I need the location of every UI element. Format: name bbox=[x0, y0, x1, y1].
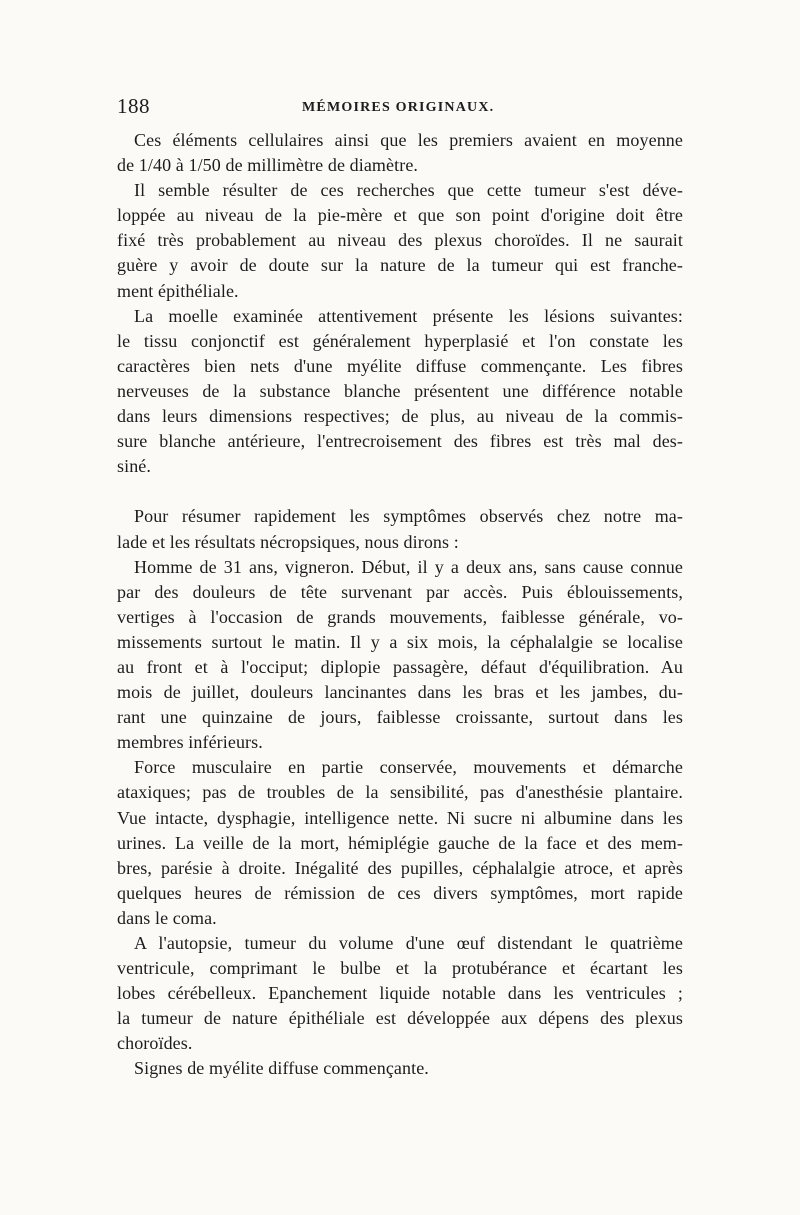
running-head: MÉMOIRES ORIGINAUX. bbox=[302, 100, 495, 115]
text-line: Force musculaire en partie conservée, mouvements et démarche bbox=[134, 757, 683, 778]
text-line: ataxiques; pas de troubles de la sensibilité, pas d'anesthésie plantaire. bbox=[117, 782, 683, 803]
text-line: urines. La veille de la mort, hémiplégie gauche de la face et des mem- bbox=[117, 832, 683, 853]
text-line: dans leurs dimensions respectives; de plus, au niveau de la commis- bbox=[117, 406, 683, 427]
page-number: 188 bbox=[117, 94, 150, 118]
text-line: vertiges à l'occasion de grands mouvements, faiblesse générale, vo- bbox=[117, 606, 683, 627]
text-line: par des douleurs de tête survenant par accès. Puis éblouissements, bbox=[117, 581, 683, 602]
text-line: membres inférieurs. bbox=[117, 732, 263, 753]
text-line: missements surtout le matin. Il y a six mois, la céphalalgie se localise bbox=[117, 631, 683, 652]
text-line: Signes de myélite diffuse commençante. bbox=[134, 1058, 429, 1079]
text-line: Pour résumer rapidement les symptômes observés chez notre ma- bbox=[134, 506, 683, 527]
page-header bbox=[117, 94, 683, 124]
text-line: caractères bien nets d'une myélite diffuse commençante. Les fibres bbox=[117, 355, 683, 376]
body-text bbox=[117, 128, 683, 1082]
text-line: Il semble résulter de ces recherches que cette tumeur s'est déve- bbox=[134, 180, 683, 201]
text-line: lobes cérébelleux. Epanchement liquide notable dans les ventricules ; bbox=[117, 983, 683, 1004]
text-line: lade et les résultats nécropsiques, nous dirons : bbox=[117, 531, 459, 552]
text-line: quelques heures de rémission de ces divers symptômes, mort rapide bbox=[117, 882, 683, 903]
text-line: rant une quinzaine de jours, faiblesse croissante, surtout dans les bbox=[117, 707, 683, 728]
paragraph-gap bbox=[117, 479, 683, 504]
text-line: nerveuses de la substance blanche présentent une différence notable bbox=[117, 380, 683, 401]
text-line: A l'autopsie, tumeur du volume d'une œuf distendant le quatrième bbox=[134, 933, 683, 953]
text-line: bres, parésie à droite. Inégalité des pupilles, céphalalgie atroce, et après bbox=[117, 857, 683, 878]
text-line: Vue intacte, dysphagie, intelligence nette. Ni sucre ni albumine dans les bbox=[117, 807, 683, 828]
text-line: la tumeur de nature épithéliale est développée aux dépens des plexus bbox=[117, 1008, 683, 1029]
text-line: ventricule, comprimant le bulbe et la protubérance et écartant les bbox=[117, 958, 683, 979]
text-line: le tissu conjonctif est généralement hyperplasié et l'on constate les bbox=[117, 330, 683, 351]
text-line: dans le coma. bbox=[117, 907, 217, 928]
text-line: Ces éléments cellulaires ainsi que les premiers avaient en moyenne bbox=[134, 130, 683, 150]
text-line: choroïdes. bbox=[117, 1033, 193, 1054]
text-line: au front et à l'occiput; diplopie passagère, défaut d'équilibration. Au bbox=[117, 656, 683, 677]
text-line: ment épithéliale. bbox=[117, 280, 239, 301]
text-line: guère y avoir de doute sur la nature de la tumeur qui est franche- bbox=[117, 255, 683, 276]
text-line: de 1/40 à 1/50 de millimètre de diamètre. bbox=[117, 155, 419, 176]
text-line: fixé très probablement au niveau des plexus choroïdes. Il ne saurait bbox=[117, 230, 683, 251]
text-line: mois de juillet, douleurs lancinantes dans les bras et les jambes, du- bbox=[117, 682, 683, 703]
text-line: sure blanche antérieure, l'entrecroisement des fibres est très mal des- bbox=[117, 431, 683, 452]
text-line: Homme de 31 ans, vigneron. Début, il y a deux ans, sans cause connue bbox=[134, 556, 683, 577]
text-line: siné. bbox=[117, 456, 151, 477]
text-line: La moelle examinée attentivement présente les lésions suivantes: bbox=[134, 305, 683, 326]
text-line: loppée au niveau de la pie-mère et que son point d'origine doit être bbox=[117, 205, 683, 226]
